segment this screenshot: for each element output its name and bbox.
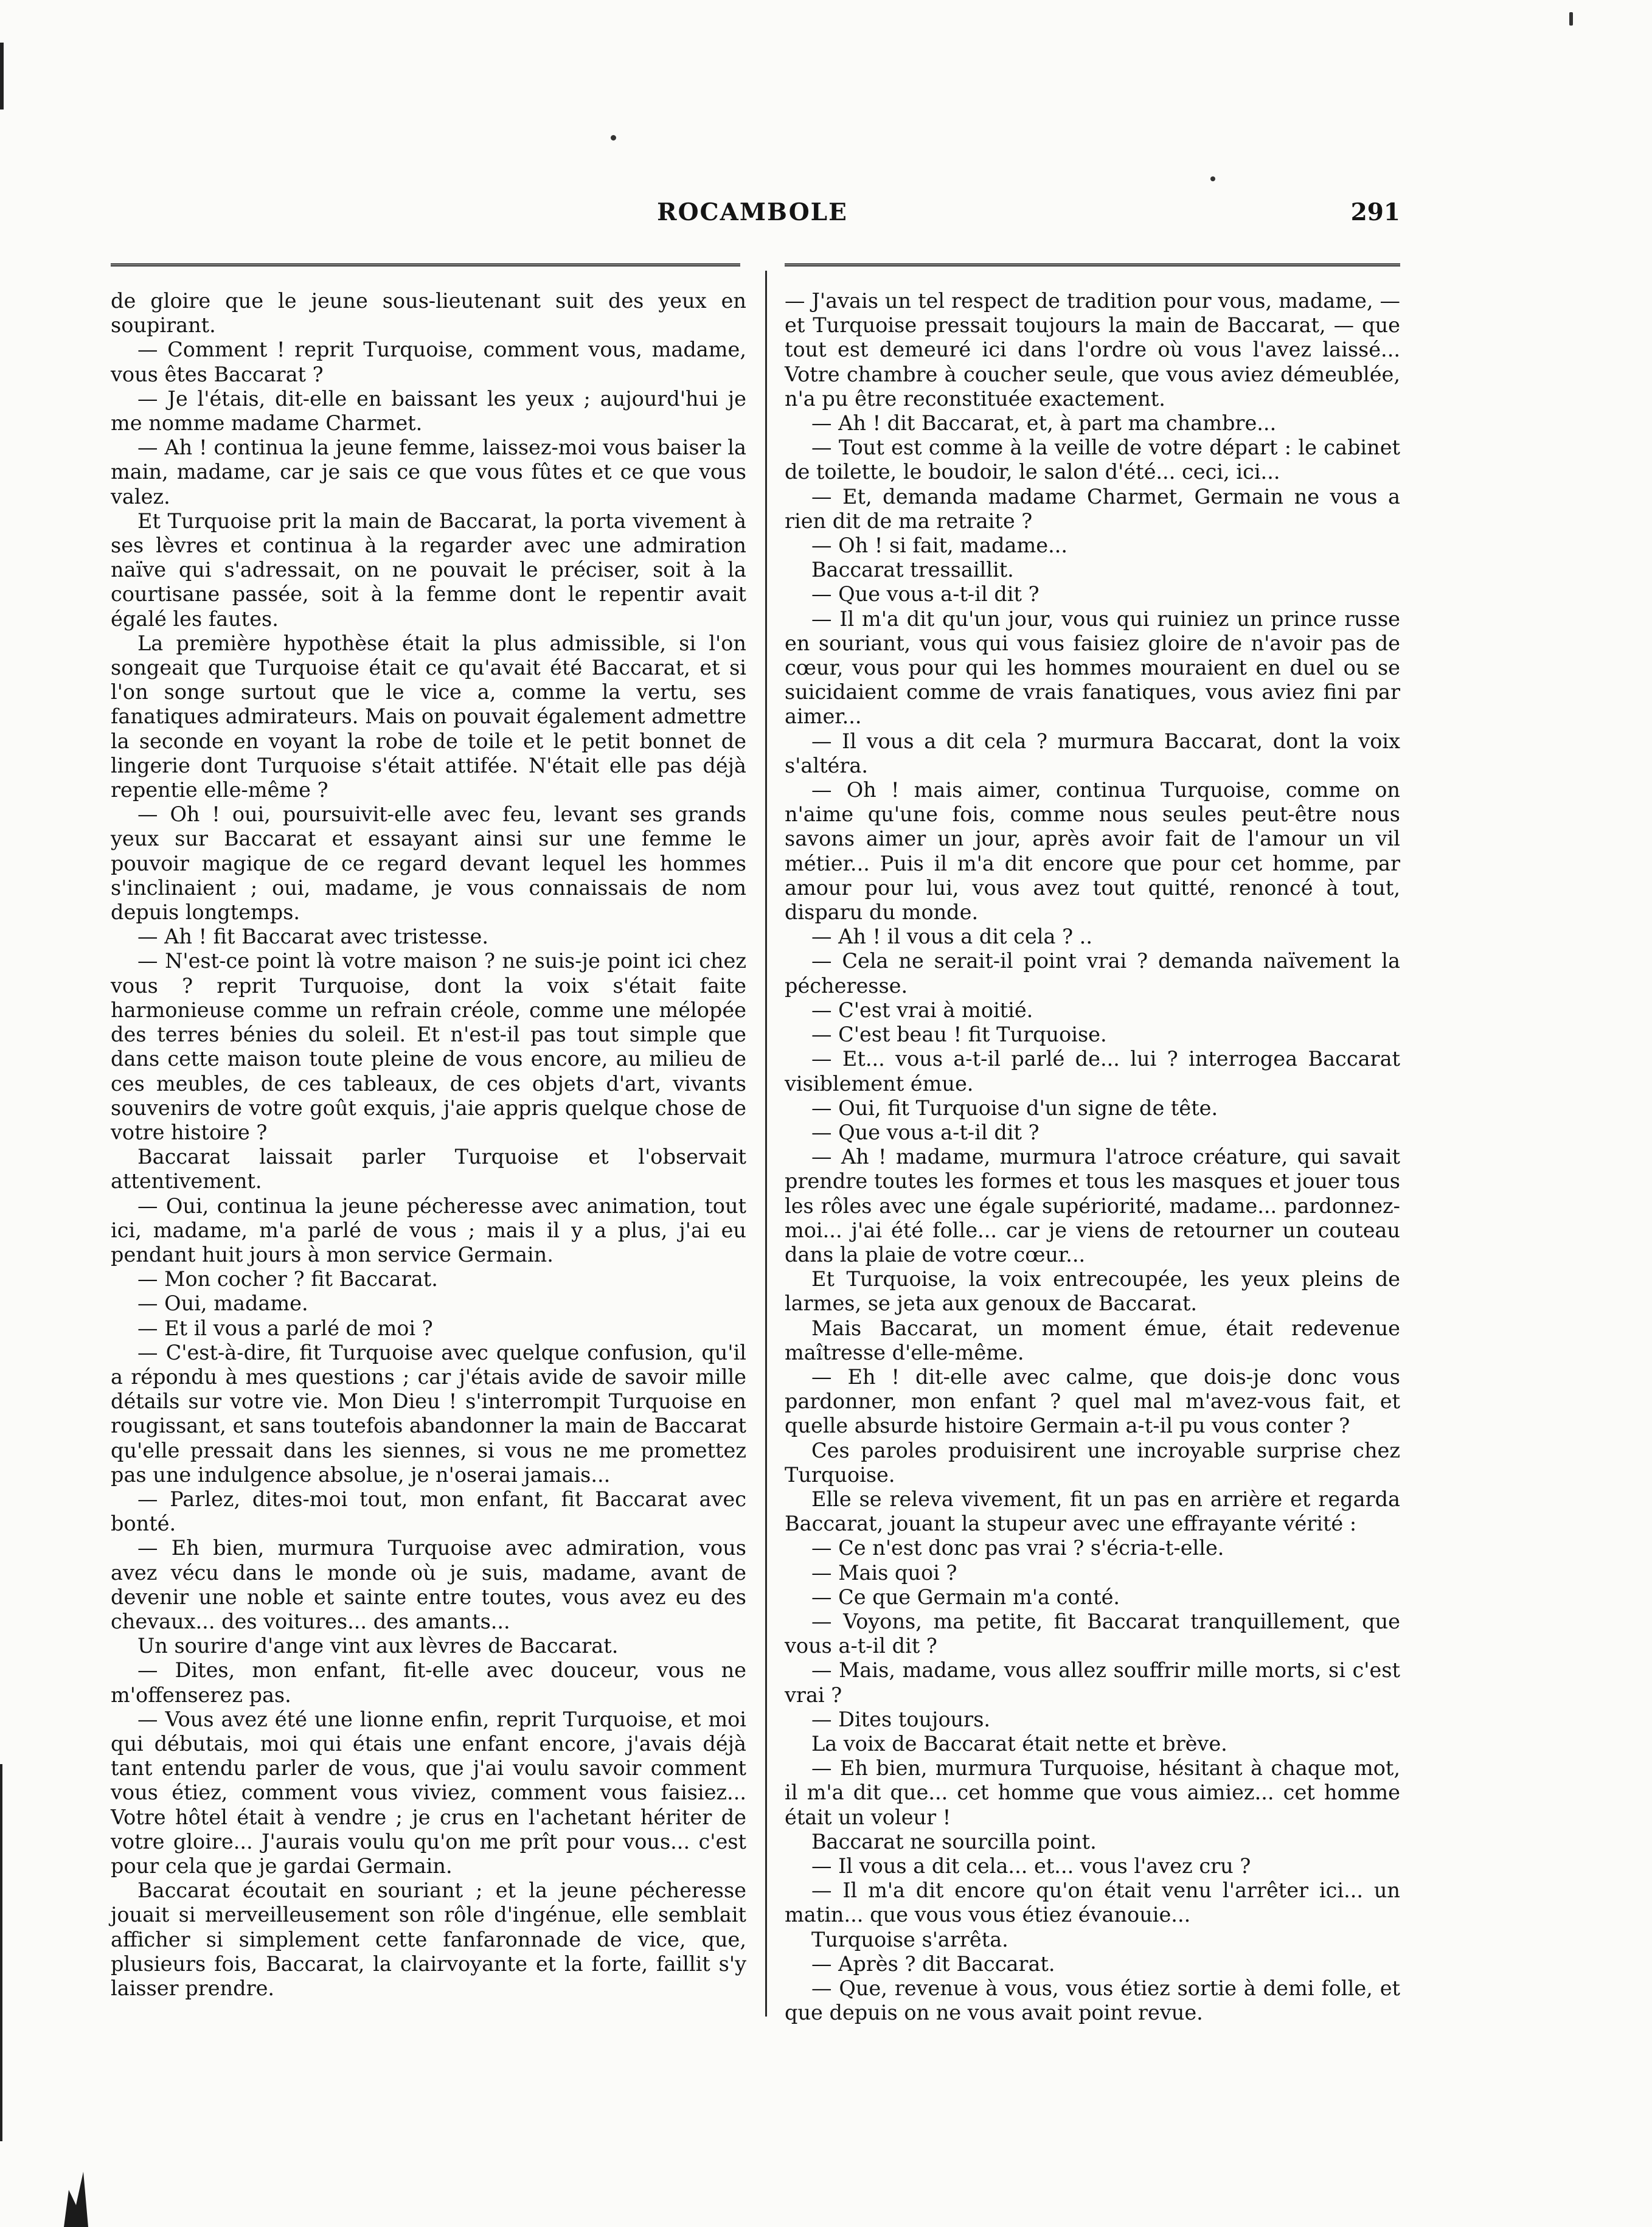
paragraph: — Et, demanda madame Charmet, Germain ne vous a rien dit de ma retraite ? xyxy=(785,484,1400,533)
paragraph: — Oui, madame. xyxy=(137,1291,308,1316)
paragraph: Turquoise s'arrêta. xyxy=(811,1927,1008,1951)
paragraph: — Et il vous a parlé de moi ? xyxy=(137,1316,433,1340)
paragraph: — Je l'étais, dit-elle en baissant les yeux ; aujourd'hui je me nomme madame Charmet. xyxy=(111,386,746,436)
paragraph: La première hypothèse était la plus admissible, si l'on songeait que Turquoise était ce qu'avait été Baccarat, et si l'on songe surtout que le vice a, comme la vertu, ses fanatiques admirateurs. Mais on pouvait également admettre la seconde en voyant la robe de toile et le petit bonnet de lingerie dont Turquoise s'était attifée. N'était elle pas déjà repentie elle-même ? xyxy=(111,631,746,802)
paragraph: — Comment ! reprit Turquoise, comment vous, madame, vous êtes Baccarat ? xyxy=(111,338,746,386)
paragraph: Mais Baccarat, un moment émue, était redevenue maîtresse d'elle-même. xyxy=(785,1316,1400,1364)
paragraph: — Ce n'est donc pas vrai ? s'écria-t-elle. xyxy=(811,1536,1224,1560)
paragraph: — Il vous a dit cela... et... vous l'avez cru ? xyxy=(811,1854,1251,1878)
paragraph: — Ah ! il vous a dit cela ? .. xyxy=(811,925,1092,949)
paragraph: — Tout est comme à la veille de votre départ : le cabinet de toilette, le boudoir, le salon d'été... ceci, ici... xyxy=(785,436,1400,484)
paragraph: — Parlez, dites-moi tout, mon enfant, fit Baccarat avec bonté. xyxy=(111,1487,746,1536)
column-divider xyxy=(765,271,767,2017)
paragraph: — C'est-à-dire, fit Turquoise avec quelque confusion, qu'il a répondu à mes questions ; car j'étais avide de savoir mille détails sur votre vie. Mon Dieu ! s'interrompit Turquoise en rougissant, et sans toutefois abandonner la main de Baccarat qu'elle pressait dans les siennes, si vous ne me promettez pas une indulgence absolue, je n'oserai jamais... xyxy=(111,1340,746,1487)
paragraph: — Eh ! dit-elle avec calme, que dois-je donc vous pardonner, mon enfant ? quel mal m'avez-vous fait, et quelle absurde histoire Germain a-t-il pu vous conter ? xyxy=(785,1364,1400,1438)
page-header xyxy=(105,198,1400,235)
paragraph: Baccarat ne sourcilla point. xyxy=(811,1829,1097,1854)
paragraph: — Cela ne serait-il point vrai ? demanda naïvement la pécheresse. xyxy=(785,949,1400,998)
scan-edge-mark xyxy=(0,1764,2,2141)
paragraph: — Il m'a dit qu'un jour, vous qui ruiniez un prince russe en souriant, vous qui vous faisiez gloire de n'avoir pas de cœur, vous pour qui les hommes mouraient en duel ou se suicidaient comme de vrais fanatiques, vous aviez fini par aimer... xyxy=(785,606,1400,729)
scan-speck xyxy=(611,135,616,141)
paragraph: — Ah ! dit Baccarat, et, à part ma chambre... xyxy=(811,411,1277,436)
paragraph: — Eh bien, murmura Turquoise avec admiration, vous avez vécu dans le monde où je suis, madame, avant de devenir une noble et sainte entre toutes, vous avez eu des chevaux... des voitures... des amants... xyxy=(111,1536,746,1633)
paragraph: — Oh ! si fait, madame... xyxy=(811,533,1068,558)
paragraph: — Ah ! madame, murmura l'atroce créature, qui savait prendre toutes les formes et tous les masques et jouer tous les rôles avec une égale supériorité, madame... pardonnez-moi... j'ai été folle... car je viens de retourner un couteau dans la plaie de votre cœur... xyxy=(785,1145,1400,1266)
paragraph: — Dites, mon enfant, fit-elle avec douceur, vous ne m'offenserez pas. xyxy=(111,1658,746,1707)
paragraph: — Mais, madame, vous allez souffrir mille morts, si c'est vrai ? xyxy=(785,1658,1400,1707)
paragraph: — Voyons, ma petite, fit Baccarat tranquillement, que vous a-t-il dit ? xyxy=(785,1609,1400,1658)
paragraph: — C'est beau ! fit Turquoise. xyxy=(811,1023,1107,1047)
scan-speck xyxy=(1210,176,1215,181)
paragraph: La voix de Baccarat était nette et brève. xyxy=(811,1731,1227,1756)
paragraph: Et Turquoise, la voix entrecoupée, les yeux pleins de larmes, se jeta aux genoux de Baccarat. xyxy=(785,1267,1400,1316)
paragraph: — Ce que Germain m'a conté. xyxy=(811,1585,1120,1609)
paragraph: — Il vous a dit cela ? murmura Baccarat, dont la voix s'altéra. xyxy=(785,729,1400,777)
paragraph: — Après ? dit Baccarat. xyxy=(811,1951,1055,1976)
scan-speck xyxy=(1569,12,1573,26)
paragraph: — Vous avez été une lionne enfin, reprit Turquoise, et moi qui débutais, moi qui étais une enfant encore, j'avais déjà tant entendu parler de vous, que j'ai voulu savoir comment vous étiez, comment vous viviez, comment vous faisiez... Votre hôtel était à vendre ; je crus en l'achetant hériter de votre gloire... J'aurais voulu qu'on me prît pour vous... c'est pour cela que je gardai Germain. xyxy=(111,1707,746,1878)
header-rule-left xyxy=(111,263,740,266)
paragraph: — Dites toujours. xyxy=(811,1707,991,1731)
paragraph: Baccarat écoutait en souriant ; et la jeune pécheresse jouait si merveilleusement son rôle d'ingénue, elle semblait afficher si simplement cette fanfaronnade de vice, que, plusieurs fois, Baccarat, la clairvoyante et la forte, faillit s'y laisser prendre. xyxy=(111,1878,746,2001)
paragraph: — Que, revenue à vous, vous étiez sortie à demi folle, et que depuis on ne vous avait point revue. xyxy=(785,1976,1400,2025)
paragraph: — Oh ! oui, poursuivit-elle avec feu, levant ses grands yeux sur Baccarat et essayant ainsi sur une femme le pouvoir magique de ce regard devant lequel les hommes s'inclinaient ; oui, madame, je vous connaissais de nom depuis longtemps. xyxy=(111,802,746,925)
paragraph: Et Turquoise prit la main de Baccarat, la porta vivement à ses lèvres et continua à la regarder avec une admiration naïve qui s'adressait, on ne pouvait le préciser, soit à la courtisane passée, soit à la femme dont le repentir avait égalé les fautes. xyxy=(111,509,746,631)
header-rule-right xyxy=(785,263,1400,266)
paragraph: — Ah ! fit Baccarat avec tristesse. xyxy=(137,925,488,949)
paragraph: — Oh ! mais aimer, continua Turquoise, comme on n'aime qu'une fois, comme nous seules peut-être nous savons aimer un jour, après avoir fait de l'amour un vil métier... Puis il m'a dit encore que pour cet homme, par amour pour lui, vous avez tout quitté, renoncé à tout, disparu du monde. xyxy=(785,778,1400,925)
paragraph: — Mon cocher ? fit Baccarat. xyxy=(137,1267,438,1291)
page-number: 291 xyxy=(1350,198,1400,226)
paragraph: — N'est-ce point là votre maison ? ne suis-je point ici chez vous ? reprit Turquoise, dont la voix s'était faite harmonieuse comme un refrain créole, comme une mélopée des terres bénies du soleil. Et n'est-il pas tout simple que dans cette maison toute pleine de vous encore, au milieu de ces meubles, de ces tableaux, de ces objets d'art, vivants souvenirs de votre goût exquis, j'aie appris quelque chose de votre histoire ? xyxy=(111,949,746,1144)
paragraph: Baccarat tressaillit. xyxy=(811,558,1014,582)
left-column xyxy=(111,289,746,2001)
paragraph: — Que vous a-t-il dit ? xyxy=(811,582,1039,606)
paragraph: de gloire que le jeune sous-lieutenant suit des yeux en soupirant. xyxy=(111,289,746,338)
paragraph: Baccarat laissait parler Turquoise et l'observait attentivement. xyxy=(111,1145,746,1193)
paragraph: — J'avais un tel respect de tradition pour vous, madame, — et Turquoise pressait toujours la main de Baccarat, — que tout est demeuré ici dans l'ordre où vous l'avez laissé... Votre chambre à coucher seule, que vous aviez démeublée, n'a pu être reconstituée exactement. xyxy=(785,289,1400,411)
paragraph: Elle se releva vivement, fit un pas en arrière et regarda Baccarat, jouant la stupeur avec une effrayante vérité : xyxy=(785,1487,1400,1536)
paragraph: — Ah ! continua la jeune femme, laissez-moi vous baiser la main, madame, car je sais ce que vous fûtes et ce que vous valez. xyxy=(111,436,746,509)
right-column xyxy=(785,289,1400,2025)
running-title: ROCAMBOLE xyxy=(657,198,848,226)
scan-corner-mark xyxy=(52,2147,106,2227)
paragraph: — Mais quoi ? xyxy=(811,1560,957,1585)
paragraph: — Il m'a dit encore qu'on était venu l'arrêter ici... un matin... que vous vous étiez évanouie... xyxy=(785,1878,1400,1927)
paragraph: Ces paroles produisirent une incroyable surprise chez Turquoise. xyxy=(785,1438,1400,1487)
paragraph: Un sourire d'ange vint aux lèvres de Baccarat. xyxy=(137,1634,619,1658)
paragraph: — C'est vrai à moitié. xyxy=(811,998,1033,1022)
paragraph: — Eh bien, murmura Turquoise, hésitant à chaque mot, il m'a dit que... cet homme que vous aimiez... cet homme était un voleur ! xyxy=(785,1756,1400,1829)
scan-edge-mark xyxy=(0,43,4,109)
paragraph: — Oui, continua la jeune pécheresse avec animation, tout ici, madame, m'a parlé de vous ; mais il y a plus, j'ai eu pendant huit jours à mon service Germain. xyxy=(111,1193,746,1266)
paragraph: — Que vous a-t-il dit ? xyxy=(811,1120,1039,1144)
paragraph: — Oui, fit Turquoise d'un signe de tête. xyxy=(811,1096,1218,1120)
paragraph: — Et... vous a-t-il parlé de... lui ? interrogea Baccarat visiblement émue. xyxy=(785,1047,1400,1096)
